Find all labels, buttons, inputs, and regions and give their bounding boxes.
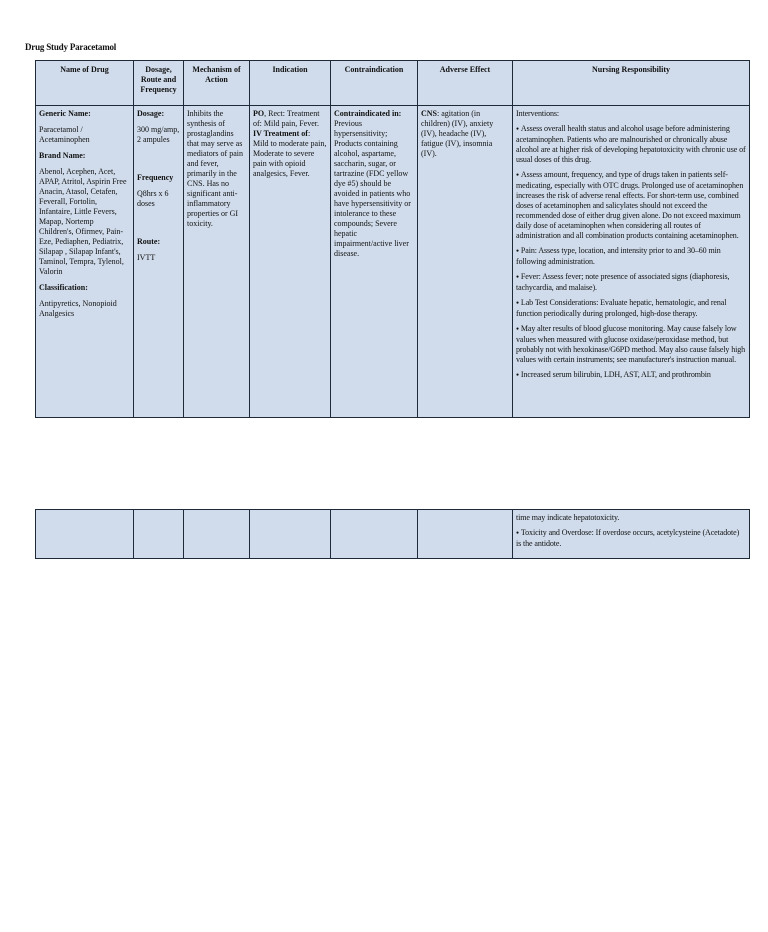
cell-dosage-empty xyxy=(134,510,184,559)
generic-name-value: Paracetamol / Acetaminophen xyxy=(39,125,90,144)
document-title: Drug Study Paracetamol xyxy=(25,42,117,52)
header-name-of-drug: Name of Drug xyxy=(36,61,134,106)
nursing-item: ● Lab Test Considerations: Evaluate hepatic, hematologic, and renal function periodically during prolonged, high-dose therapy. xyxy=(516,298,746,319)
header-adverse-effect: Adverse Effect xyxy=(418,61,513,106)
contraindication-text: Previous hypersensitivity; Products containing alcohol, aspartame, saccharin, sugar, or tartrazine (FDC yellow dye #5) should be avoided in patients who have hypersensitivity or intolerance to these compounds; Severe hepatic impairment/active liver disease. xyxy=(334,119,411,258)
indication-po-label: PO xyxy=(253,109,265,118)
nursing-item: ● Pain: Assess type, location, and intensity prior to and 30–60 min following administration. xyxy=(516,246,746,267)
contraindication-label: Contraindicated in: xyxy=(334,109,402,118)
cell-mechanism-empty xyxy=(184,510,250,559)
nursing-item: ● Fever: Assess fever; note presence of associated signs (diaphoresis, tachycardia, and malaise). xyxy=(516,272,746,293)
route-label: Route: xyxy=(137,237,161,246)
interventions-heading: Interventions: xyxy=(516,109,560,118)
header-dosage-route-frequency: Dosage, Route and Frequency xyxy=(134,61,184,106)
cell-mechanism xyxy=(184,106,250,418)
nursing-item: ● Assess overall health status and alcohol usage before administering acetaminophen. Patients who are malnourished or chronically abuse alcohol are at higher risk of developing hepatotoxicity with chronic use of usual doses of this drug. xyxy=(516,124,746,165)
indication-iv-label: IV Treatment of xyxy=(253,129,308,138)
classification-value: Antipyretics, Nonopioid Analgesics xyxy=(39,299,117,318)
drug-study-table-continued xyxy=(35,509,750,559)
header-contraindication: Contraindication xyxy=(331,61,418,106)
generic-name-label: Generic Name: xyxy=(39,109,91,118)
dosage-label: Dosage: xyxy=(137,109,165,118)
nursing-item: ● Increased serum bilirubin, LDH, AST, ALT, and prothrombin xyxy=(516,370,746,381)
cell-dosage xyxy=(134,106,184,418)
nursing-item: ● Toxicity and Overdose: If overdose occurs, acetylcysteine (Acetadote) is the antidote. xyxy=(516,528,746,549)
cell-nursing-responsibility-continued xyxy=(513,510,750,559)
cell-indication xyxy=(250,106,331,418)
brand-name-label: Brand Name: xyxy=(39,151,86,160)
indication-iv-text: : Mild to moderate pain, Moderate to severe pain with opioid analgesics, Fever. xyxy=(253,129,327,178)
table-row xyxy=(36,106,750,418)
adverse-effect-label: CNS xyxy=(421,109,438,118)
classification-label: Classification: xyxy=(39,283,88,292)
header-indication: Indication xyxy=(250,61,331,106)
brand-name-value: Abenol, Acephen, Acet, APAP, Atritol, Aspirin Free Anacin, Atasol, Cetafen, Feverall, Fortolin, Infantaire, Little Fevers, Mapap, Nortemp Children's, Ofirmev, Pain-Eze, Pediaphen, Pediatrix, Silapap , Silapap Infant's, Taminol, Tempra, Tylenol, Valorin xyxy=(39,167,127,276)
indication-po-text: , Rect: Treatment of: Mild pain, Fever. xyxy=(253,109,320,128)
nursing-item: ● May alter results of blood glucose monitoring. May cause falsely low values when measured with glucose oxidase/peroxidase method, but probably not with hexokinase/G6PD method. May also cause falsely high values with certain instruments; see manufacturer's instruction manual. xyxy=(516,324,746,365)
cell-contraindication xyxy=(331,106,418,418)
header-mechanism: Mechanism of Action xyxy=(184,61,250,106)
cell-adverse-effect-empty xyxy=(418,510,513,559)
cell-adverse-effect xyxy=(418,106,513,418)
header-nursing-responsibility: Nursing Responsibility xyxy=(513,61,750,106)
route-value: IVTT xyxy=(137,253,156,262)
cell-contraindication-empty xyxy=(331,510,418,559)
frequency-label: Frequency xyxy=(137,173,174,182)
nursing-item: ● Assess amount, frequency, and type of drugs taken in patients self-medicating, especially with OTC drugs. Prolonged use of acetaminophen increases the risk of adverse renal effects. For short-term use, combined doses of acetaminophen and salicylates should not exceed the recommended dose of either drug given alone. Do not exceed maximum daily dose of acetaminophen when considering all routes of administration and all combination products containing acetaminophen. xyxy=(516,170,746,241)
table-header-row xyxy=(36,61,750,106)
nursing-continued-text: time may indicate hepatotoxicity. xyxy=(516,513,620,522)
adverse-effect-text: : agitation (in children) (IV), anxiety (IV), headache (IV), fatigue (IV), insomnia (IV). xyxy=(421,109,494,158)
drug-study-table xyxy=(35,60,750,418)
cell-name-of-drug xyxy=(36,106,134,418)
frequency-value: Q8hrs x 6 doses xyxy=(137,189,169,208)
cell-name-of-drug-empty xyxy=(36,510,134,559)
dosage-value: 300 mg/amp, 2 ampules xyxy=(137,125,180,144)
mechanism-text: Inhibits the synthesis of prostaglandins that may serve as mediators of pain and fever, primarily in the CNS. Has no significant anti-inflammatory properties or GI toxicity. xyxy=(187,109,243,228)
table-row xyxy=(36,510,750,559)
cell-nursing-responsibility xyxy=(513,106,750,418)
cell-indication-empty xyxy=(250,510,331,559)
